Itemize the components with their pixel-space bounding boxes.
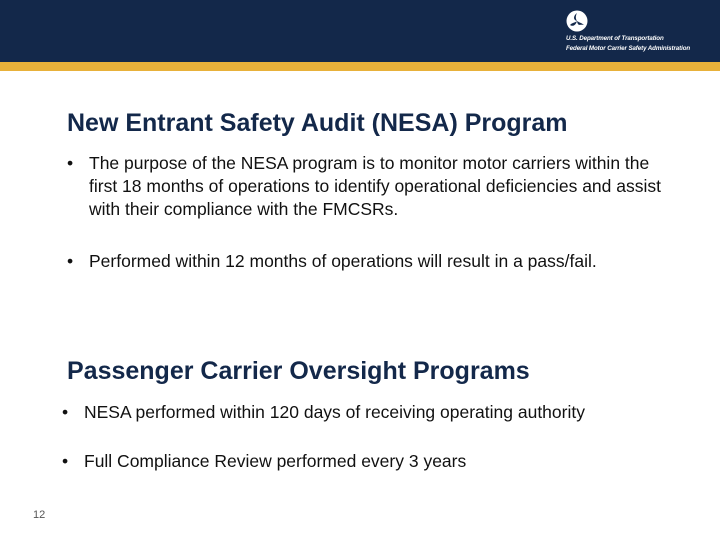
header-stripe: [0, 62, 720, 71]
agency-name-line2: Federal Motor Carrier Safety Administration: [566, 45, 691, 52]
dot-triskelion-logo-icon: [566, 10, 588, 32]
section-title-nesa: New Entrant Safety Audit (NESA) Program: [67, 109, 568, 137]
page-number: 12: [33, 509, 46, 521]
bullet-item: [67, 152, 667, 221]
bullet-item: [62, 450, 692, 473]
agency-name-line1: U.S. Department of Transportation: [566, 35, 664, 42]
bullet-marker: •: [62, 402, 69, 422]
bullet-marker: •: [62, 451, 69, 471]
bullet-text: Full Compliance Review performed every 3 years: [84, 451, 467, 471]
section-title-passenger-oversight: Passenger Carrier Oversight Programs: [67, 357, 530, 385]
bullet-marker: •: [67, 153, 74, 173]
bullet-item: [62, 401, 692, 424]
bullet-text: The purpose of the NESA program is to monitor motor carriers within the first 18 months of operations to identify operational deficiencies and assist with their compliance with the FMCSRs.: [89, 153, 661, 219]
bullet-marker: •: [67, 251, 74, 271]
bullet-text: Performed within 12 months of operations will result in a pass/fail.: [89, 251, 597, 271]
bullet-item: [67, 250, 697, 273]
header-bar: [0, 0, 720, 62]
bullet-text: NESA performed within 120 days of receiving operating authority: [84, 402, 585, 422]
